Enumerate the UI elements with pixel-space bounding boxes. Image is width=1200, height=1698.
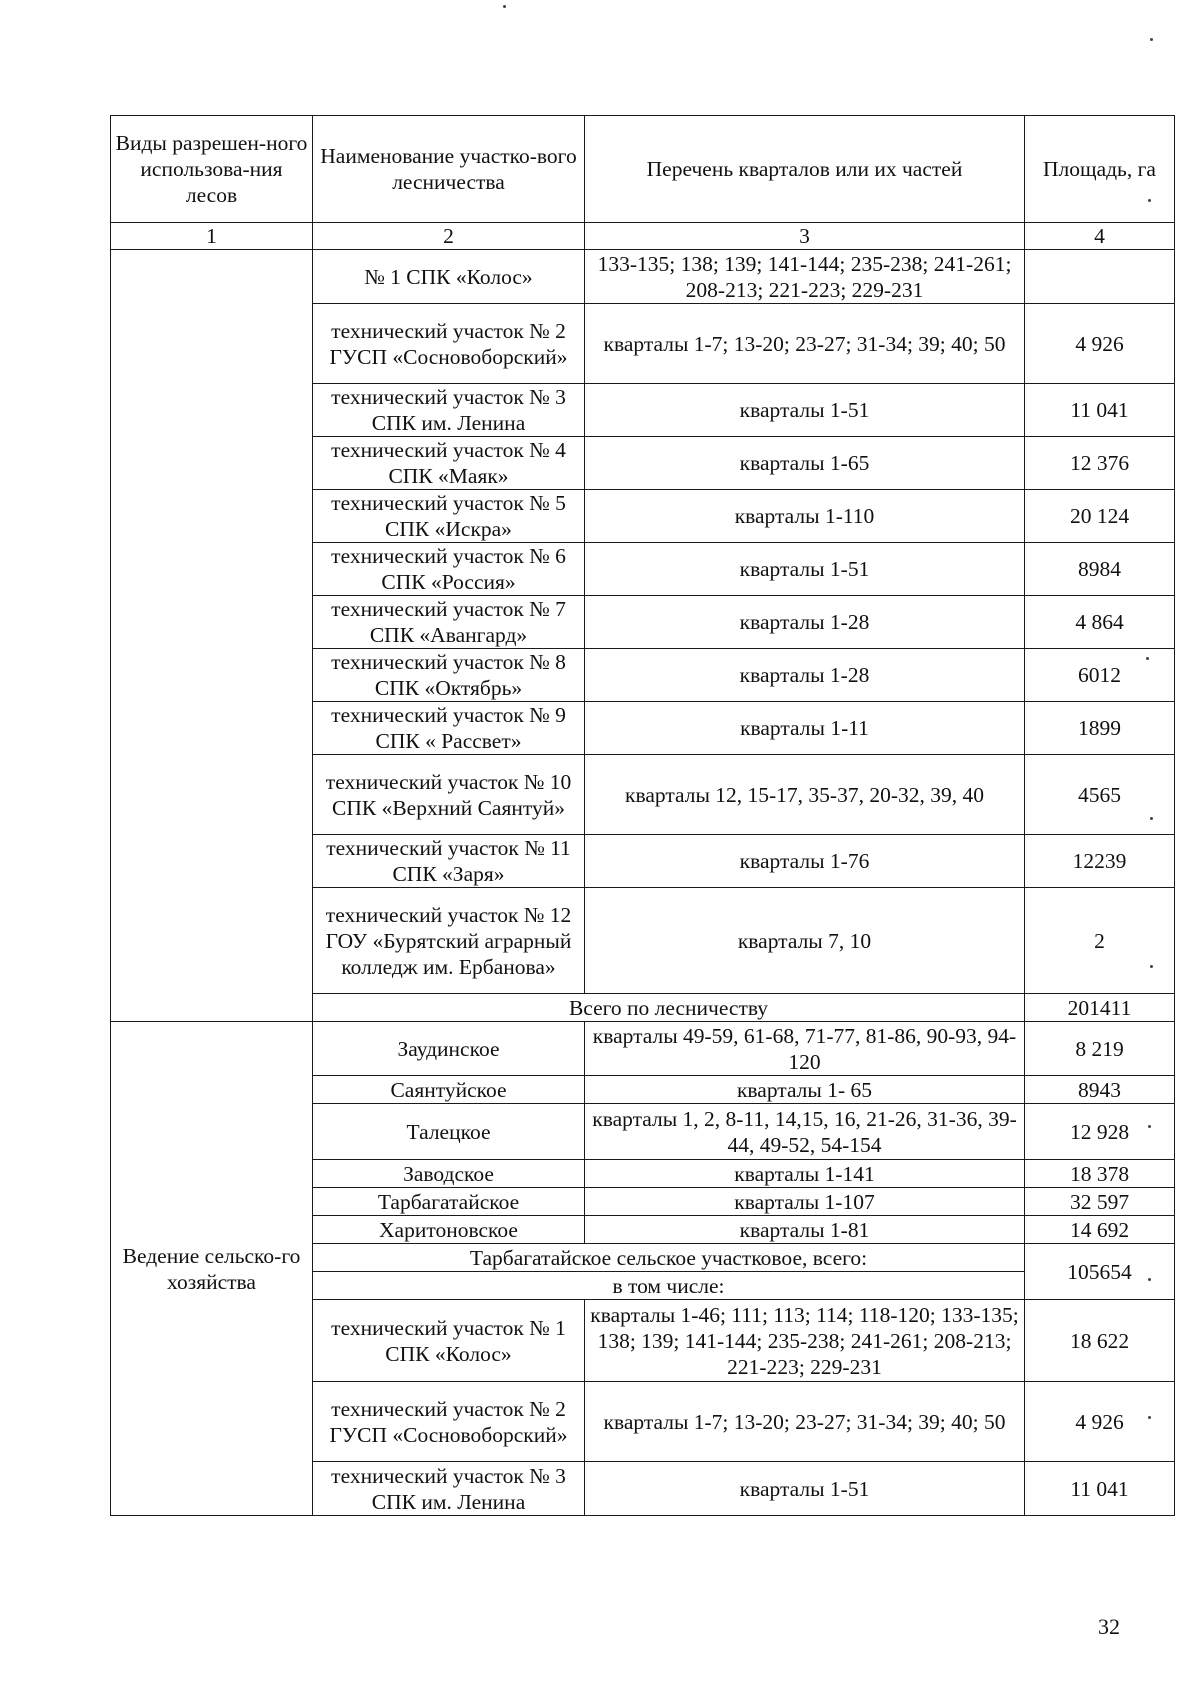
forestry-name: технический участок № 9 СПК « Рассвет»: [313, 702, 585, 755]
quarters-list: кварталы 1, 2, 8-11, 14,15, 16, 21-26, 31-36, 39-44, 49-52, 54-154: [585, 1104, 1025, 1160]
total-label: Всего по лесничеству: [313, 994, 1025, 1022]
area-value: 12 928: [1025, 1104, 1175, 1160]
forestry-name: Талецкое: [313, 1104, 585, 1160]
forest-use-table: [110, 115, 1175, 1516]
scan-speck: [1146, 657, 1149, 660]
forestry-name: технический участок № 7 СПК «Авангард»: [313, 596, 585, 649]
use-type-cell: [111, 250, 313, 1022]
area-value: 2: [1025, 888, 1175, 994]
area-value: 1899: [1025, 702, 1175, 755]
quarters-list: кварталы 1-51: [585, 1462, 1025, 1516]
quarters-list: кварталы 1-81: [585, 1216, 1025, 1244]
area-value: 12239: [1025, 835, 1175, 888]
table-row: [111, 1022, 1175, 1076]
forestry-name: технический участок № 4 СПК «Маяк»: [313, 437, 585, 490]
subtotal-area: 105654: [1025, 1244, 1175, 1300]
column-number: 2: [313, 223, 585, 250]
table-header-row: [111, 116, 1175, 223]
quarters-list: кварталы 1-65: [585, 437, 1025, 490]
area-value: 4565: [1025, 755, 1175, 835]
subtotal-label: Тарбагатайское сельское участковое, всего:: [313, 1244, 1025, 1272]
area-value: 8984: [1025, 543, 1175, 596]
header-use-type: Виды разрешен-ного использова-ния лесов: [111, 116, 313, 223]
forestry-name: технический участок № 3 СПК им. Ленина: [313, 1462, 585, 1516]
area-value: 4 864: [1025, 596, 1175, 649]
scan-speck: [1150, 38, 1153, 41]
quarters-list: кварталы 1-11: [585, 702, 1025, 755]
forestry-name: технический участок № 5 СПК «Искра»: [313, 490, 585, 543]
forestry-name: № 1 СПК «Колос»: [313, 250, 585, 304]
quarters-list: кварталы 49-59, 61-68, 71-77, 81-86, 90-93, 94-120: [585, 1022, 1025, 1076]
scan-speck: [1148, 1125, 1151, 1128]
forestry-name: технический участок № 10 СПК «Верхний Саянтуй»: [313, 755, 585, 835]
area-value: 18 622: [1025, 1300, 1175, 1382]
quarters-list: кварталы 12, 15-17, 35-37, 20-32, 39, 40: [585, 755, 1025, 835]
scan-speck: [503, 5, 506, 8]
table-row: [111, 250, 1175, 304]
quarters-list: кварталы 1-51: [585, 543, 1025, 596]
forestry-name: технический участок № 12 ГОУ «Бурятский аграрный колледж им. Ербанова»: [313, 888, 585, 994]
total-area: 201411: [1025, 994, 1175, 1022]
area-value: 12 376: [1025, 437, 1175, 490]
quarters-list: кварталы 7, 10: [585, 888, 1025, 994]
forestry-name: технический участок № 8 СПК «Октябрь»: [313, 649, 585, 702]
forestry-name: технический участок № 2 ГУСП «Сосновоборский»: [313, 304, 585, 384]
column-number: 4: [1025, 223, 1175, 250]
area-value: 6012: [1025, 649, 1175, 702]
area-value: 14 692: [1025, 1216, 1175, 1244]
quarters-list: кварталы 1-28: [585, 596, 1025, 649]
scan-speck: [1148, 1278, 1151, 1281]
area-value: 18 378: [1025, 1160, 1175, 1188]
quarters-list: кварталы 1-46; 111; 113; 114; 118-120; 133-135; 138; 139; 141-144; 235-238; 241-261; 208-213; 221-223; 229-231: [585, 1300, 1025, 1382]
forestry-name: технический участок № 11 СПК «Заря»: [313, 835, 585, 888]
area-value: 8 219: [1025, 1022, 1175, 1076]
forestry-name: технический участок № 2 ГУСП «Сосновоборский»: [313, 1382, 585, 1462]
forestry-name: технический участок № 6 СПК «Россия»: [313, 543, 585, 596]
scan-speck: [1148, 199, 1151, 202]
scan-speck: [1150, 965, 1153, 968]
forestry-name: Харитоновское: [313, 1216, 585, 1244]
use-type-agriculture: Ведение сельско-го хозяйства: [111, 1022, 313, 1516]
header-area: Площадь, га: [1025, 116, 1175, 223]
quarters-list: кварталы 1-107: [585, 1188, 1025, 1216]
scan-speck: [1148, 1416, 1151, 1419]
forestry-name: Тарбагатайское: [313, 1188, 585, 1216]
area-value: 11 041: [1025, 384, 1175, 437]
forestry-name: Саянтуйское: [313, 1076, 585, 1104]
column-number: 3: [585, 223, 1025, 250]
including-label: в том числе:: [313, 1272, 1025, 1300]
quarters-list: кварталы 1- 65: [585, 1076, 1025, 1104]
page-number: 32: [1098, 1614, 1120, 1639]
quarters-list: кварталы 1-110: [585, 490, 1025, 543]
forestry-name: технический участок № 1 СПК «Колос»: [313, 1300, 585, 1382]
forestry-name: Заводское: [313, 1160, 585, 1188]
column-number: 1: [111, 223, 313, 250]
header-forestry-name: Наименование участко-вого лесничества: [313, 116, 585, 223]
quarters-list: кварталы 1-28: [585, 649, 1025, 702]
area-value: 32 597: [1025, 1188, 1175, 1216]
area-value: 20 124: [1025, 490, 1175, 543]
header-quarters-list: Перечень кварталов или их частей: [585, 116, 1025, 223]
quarters-list: кварталы 1-76: [585, 835, 1025, 888]
column-number-row: [111, 223, 1175, 250]
quarters-list: кварталы 1-141: [585, 1160, 1025, 1188]
area-value: 4 926: [1025, 1382, 1175, 1462]
forestry-name: Заудинское: [313, 1022, 585, 1076]
area-value: 11 041: [1025, 1462, 1175, 1516]
quarters-list: кварталы 1-7; 13-20; 23-27; 31-34; 39; 40; 50: [585, 1382, 1025, 1462]
quarters-list: кварталы 1-7; 13-20; 23-27; 31-34; 39; 40; 50: [585, 304, 1025, 384]
area-value: 4 926: [1025, 304, 1175, 384]
scan-speck: [1150, 817, 1153, 820]
area-value: [1025, 250, 1175, 304]
quarters-list: 133-135; 138; 139; 141-144; 235-238; 241-261; 208-213; 221-223; 229-231: [585, 250, 1025, 304]
forestry-name: технический участок № 3 СПК им. Ленина: [313, 384, 585, 437]
quarters-list: кварталы 1-51: [585, 384, 1025, 437]
area-value: 8943: [1025, 1076, 1175, 1104]
